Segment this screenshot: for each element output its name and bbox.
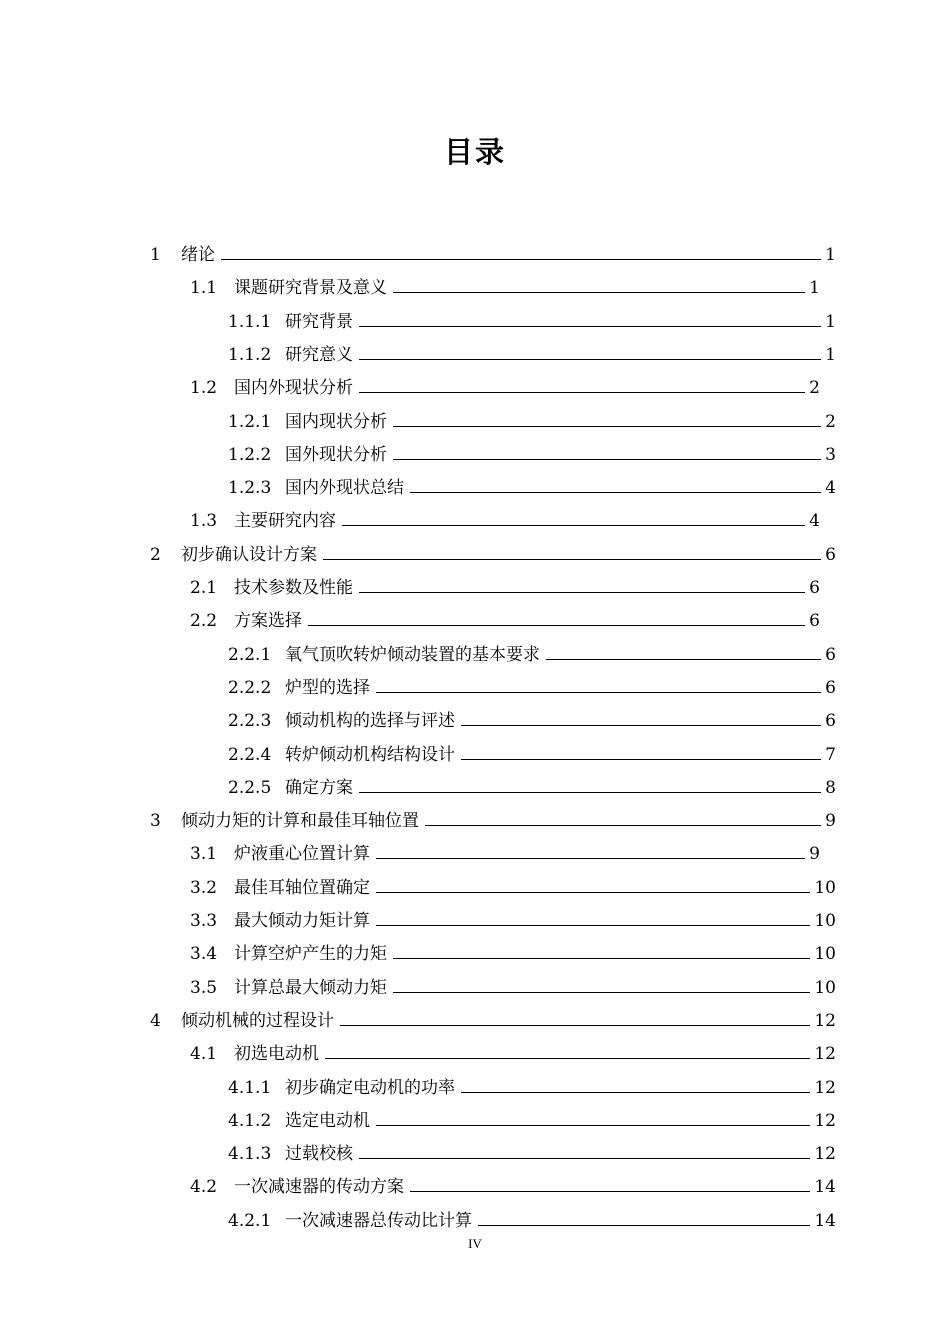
toc-entry[interactable] [228, 1065, 836, 1098]
toc-entry-page: 12 [814, 1144, 836, 1165]
toc-entry[interactable] [228, 1098, 836, 1131]
toc-entry-page: 6 [825, 544, 836, 565]
toc-entry[interactable] [190, 865, 836, 898]
toc-entry-number: 2.2.2 [228, 677, 272, 698]
toc-entry-title: 确定方案 [285, 777, 353, 798]
toc-entry[interactable] [150, 232, 836, 265]
toc-leader-line [546, 658, 821, 660]
toc-entry-number: 2.1 [190, 578, 218, 598]
toc-entry-page: 9 [809, 844, 820, 865]
toc-entry-title: 过载校核 [285, 1144, 353, 1165]
toc-leader-line [359, 791, 821, 793]
toc-entry-page: 8 [825, 777, 836, 798]
toc-leader-line [461, 724, 821, 726]
toc-leader-line [340, 1024, 810, 1026]
toc-leader-line [325, 1057, 810, 1059]
toc-leader-line [359, 1157, 810, 1159]
toc-entry-title: 选定电动机 [285, 1110, 370, 1131]
toc-entry-page: 1 [809, 278, 820, 299]
toc-leader-line [393, 991, 810, 993]
toc-entry-number: 2.2.3 [228, 711, 272, 732]
toc-entry-number: 3 [150, 811, 161, 832]
toc-leader-line [376, 891, 810, 893]
toc-entry-title: 主要研究内容 [234, 511, 336, 532]
toc-entry[interactable] [228, 399, 836, 432]
toc-entry-number: 1.2.3 [228, 478, 272, 499]
toc-entry[interactable] [190, 931, 836, 964]
toc-entry-number: 2.2.5 [228, 777, 272, 798]
toc-entry-title: 初选电动机 [234, 1044, 319, 1065]
toc-entry-number: 2.2.1 [228, 644, 272, 665]
toc-entry-page: 1 [825, 245, 836, 265]
toc-entry-number: 1.1 [190, 278, 218, 299]
toc-entry-title: 转炉倾动机构结构设计 [285, 744, 455, 765]
toc-leader-line [461, 1091, 810, 1093]
toc-entry-number: 3.1 [190, 844, 218, 865]
toc-entry-page: 14 [814, 1210, 836, 1231]
toc-entry[interactable] [228, 665, 836, 698]
toc-entry-title: 国内外现状分析 [234, 378, 353, 399]
toc-entry-title: 国内外现状总结 [285, 478, 404, 499]
toc-leader-line [478, 1224, 810, 1226]
toc-entry-page: 7 [825, 744, 836, 765]
toc-leader-line [323, 558, 821, 560]
toc-entry-page: 6 [825, 644, 836, 665]
toc-entry-number: 4 [150, 1010, 161, 1031]
toc-entry[interactable] [190, 498, 820, 531]
toc-entry-title: 最大倾动力矩计算 [234, 911, 370, 931]
toc-entry-number: 1.3 [190, 511, 218, 532]
toc-entry-title: 初步确定电动机的功率 [285, 1077, 455, 1098]
toc-entry[interactable] [150, 798, 836, 831]
toc-entry[interactable] [190, 1031, 836, 1064]
toc-entry-number: 1.1.2 [228, 344, 272, 365]
toc-entry-page: 3 [825, 444, 836, 465]
toc-entry-number: 2 [150, 544, 161, 565]
toc-entry[interactable] [190, 1164, 836, 1197]
toc-leader-line [376, 1124, 810, 1126]
toc-entry[interactable] [190, 265, 820, 298]
toc-leader-line [425, 824, 821, 826]
toc-entry-number: 1.2 [190, 378, 218, 399]
toc-entry-page: 12 [814, 1110, 836, 1131]
toc-leader-line [376, 857, 805, 859]
toc-entry-title: 倾动力矩的计算和最佳耳轴位置 [181, 811, 419, 832]
toc-leader-line [410, 491, 821, 493]
page-number: IV [468, 1236, 482, 1251]
toc-entry-number: 2.2 [190, 611, 218, 632]
toc-leader-line [359, 591, 805, 593]
toc-entry-page: 6 [809, 611, 820, 632]
toc-entry[interactable] [190, 365, 820, 398]
toc-entry-page: 6 [809, 578, 820, 598]
toc-entry-page: 9 [825, 811, 836, 832]
toc-entry-title: 初步确认设计方案 [181, 544, 317, 565]
toc-entry[interactable] [228, 432, 836, 465]
toc-entry-number: 4.2 [190, 1177, 218, 1198]
toc-entry-title: 技术参数及性能 [234, 578, 353, 598]
toc-leader-line [393, 425, 821, 427]
toc-entry-title: 炉液重心位置计算 [234, 844, 370, 865]
toc-leader-line [376, 924, 810, 926]
toc-leader-line [393, 458, 821, 460]
toc-entry-page: 10 [814, 877, 836, 898]
toc-entry-page: 1 [825, 344, 836, 365]
toc-entry-page: 10 [814, 977, 836, 998]
toc-entry-title: 方案选择 [234, 611, 302, 632]
toc-entry-title: 最佳耳轴位置确定 [234, 877, 370, 898]
toc-entry[interactable] [150, 998, 836, 1031]
toc-entry-page: 4 [809, 511, 820, 532]
toc-entry-title: 炉型的选择 [285, 677, 370, 698]
toc-entry-page: 2 [825, 411, 836, 432]
toc-entry-number: 3.2 [190, 877, 218, 898]
toc-entry[interactable] [190, 831, 820, 864]
toc-leader-line [308, 624, 805, 626]
toc-entry-title: 倾动机械的过程设计 [181, 1010, 334, 1031]
toc-entry[interactable] [228, 698, 836, 731]
toc-entry-number: 1.2.1 [228, 411, 272, 432]
toc-leader-line [393, 291, 805, 293]
toc-leader-line [359, 391, 805, 393]
toc-entry[interactable] [190, 565, 820, 598]
toc-entry[interactable] [190, 965, 836, 998]
toc-entry-page: 1 [825, 311, 836, 332]
toc-entry[interactable] [228, 732, 836, 765]
toc-entry-number: 1.2.2 [228, 444, 272, 465]
toc-entry[interactable] [150, 532, 836, 565]
toc-entry-title: 倾动机构的选择与评述 [285, 711, 455, 732]
toc-entry-title: 一次减速器的传动方案 [234, 1177, 404, 1198]
toc-leader-line [342, 524, 805, 526]
toc-entry-page: 2 [809, 378, 820, 399]
toc-entry-title: 氧气顶吹转炉倾动装置的基本要求 [285, 644, 540, 665]
toc-leader-line [221, 258, 821, 260]
toc-entry-page: 14 [814, 1177, 836, 1198]
toc-entry-title: 计算空炉产生的力矩 [234, 944, 387, 965]
toc-entry[interactable] [190, 598, 820, 631]
toc-entry-page: 12 [814, 1077, 836, 1098]
toc-entry-page: 6 [825, 711, 836, 732]
toc-entry[interactable] [228, 332, 836, 365]
toc-entry-number: 3.3 [190, 911, 218, 931]
toc-entry-title: 国内现状分析 [285, 411, 387, 432]
toc-entry-number: 4.1 [190, 1044, 218, 1065]
toc-entry-page: 12 [814, 1010, 836, 1031]
page-title: 目录 [443, 135, 506, 169]
toc-entry[interactable] [228, 1198, 836, 1231]
toc-entry[interactable] [228, 299, 836, 332]
toc-entry-title: 研究背景 [285, 311, 353, 332]
toc-leader-line [393, 957, 810, 959]
toc-leader-line [376, 691, 821, 693]
toc-entry-number: 4.2.1 [228, 1210, 272, 1231]
toc-leader-line [359, 358, 821, 360]
toc-entry-title: 研究意义 [285, 344, 353, 365]
toc-entry-title: 绪论 [181, 245, 215, 265]
toc-entry-page: 12 [814, 1044, 836, 1065]
toc-leader-line [461, 758, 821, 760]
toc-entry[interactable] [228, 632, 836, 665]
toc-entry-page: 4 [825, 478, 836, 499]
toc-entry[interactable] [190, 898, 836, 931]
toc-entry-number: 1 [150, 245, 161, 265]
toc-leader-line [359, 325, 821, 327]
toc-entry[interactable] [228, 1131, 836, 1164]
toc-entry-number: 4.1.2 [228, 1110, 272, 1131]
toc-entry-number: 4.1.3 [228, 1144, 272, 1165]
toc-entry-title: 课题研究背景及意义 [234, 278, 387, 299]
toc-entry-page: 10 [814, 944, 836, 965]
toc-entry-page: 6 [825, 677, 836, 698]
toc-entry-number: 4.1.1 [228, 1077, 272, 1098]
toc-entry-title: 国外现状分析 [285, 444, 387, 465]
toc-entry[interactable] [228, 765, 836, 798]
toc-entry-number: 2.2.4 [228, 744, 272, 765]
toc-entry-title: 计算总最大倾动力矩 [234, 977, 387, 998]
toc-entry-number: 3.5 [190, 977, 218, 998]
toc-entry-title: 一次减速器总传动比计算 [285, 1210, 472, 1231]
toc-entry-number: 1.1.1 [228, 311, 272, 332]
toc-entry-page: 10 [814, 911, 836, 931]
toc-entry[interactable] [228, 465, 836, 498]
toc-leader-line [410, 1190, 810, 1192]
toc-entry-number: 3.4 [190, 944, 218, 965]
